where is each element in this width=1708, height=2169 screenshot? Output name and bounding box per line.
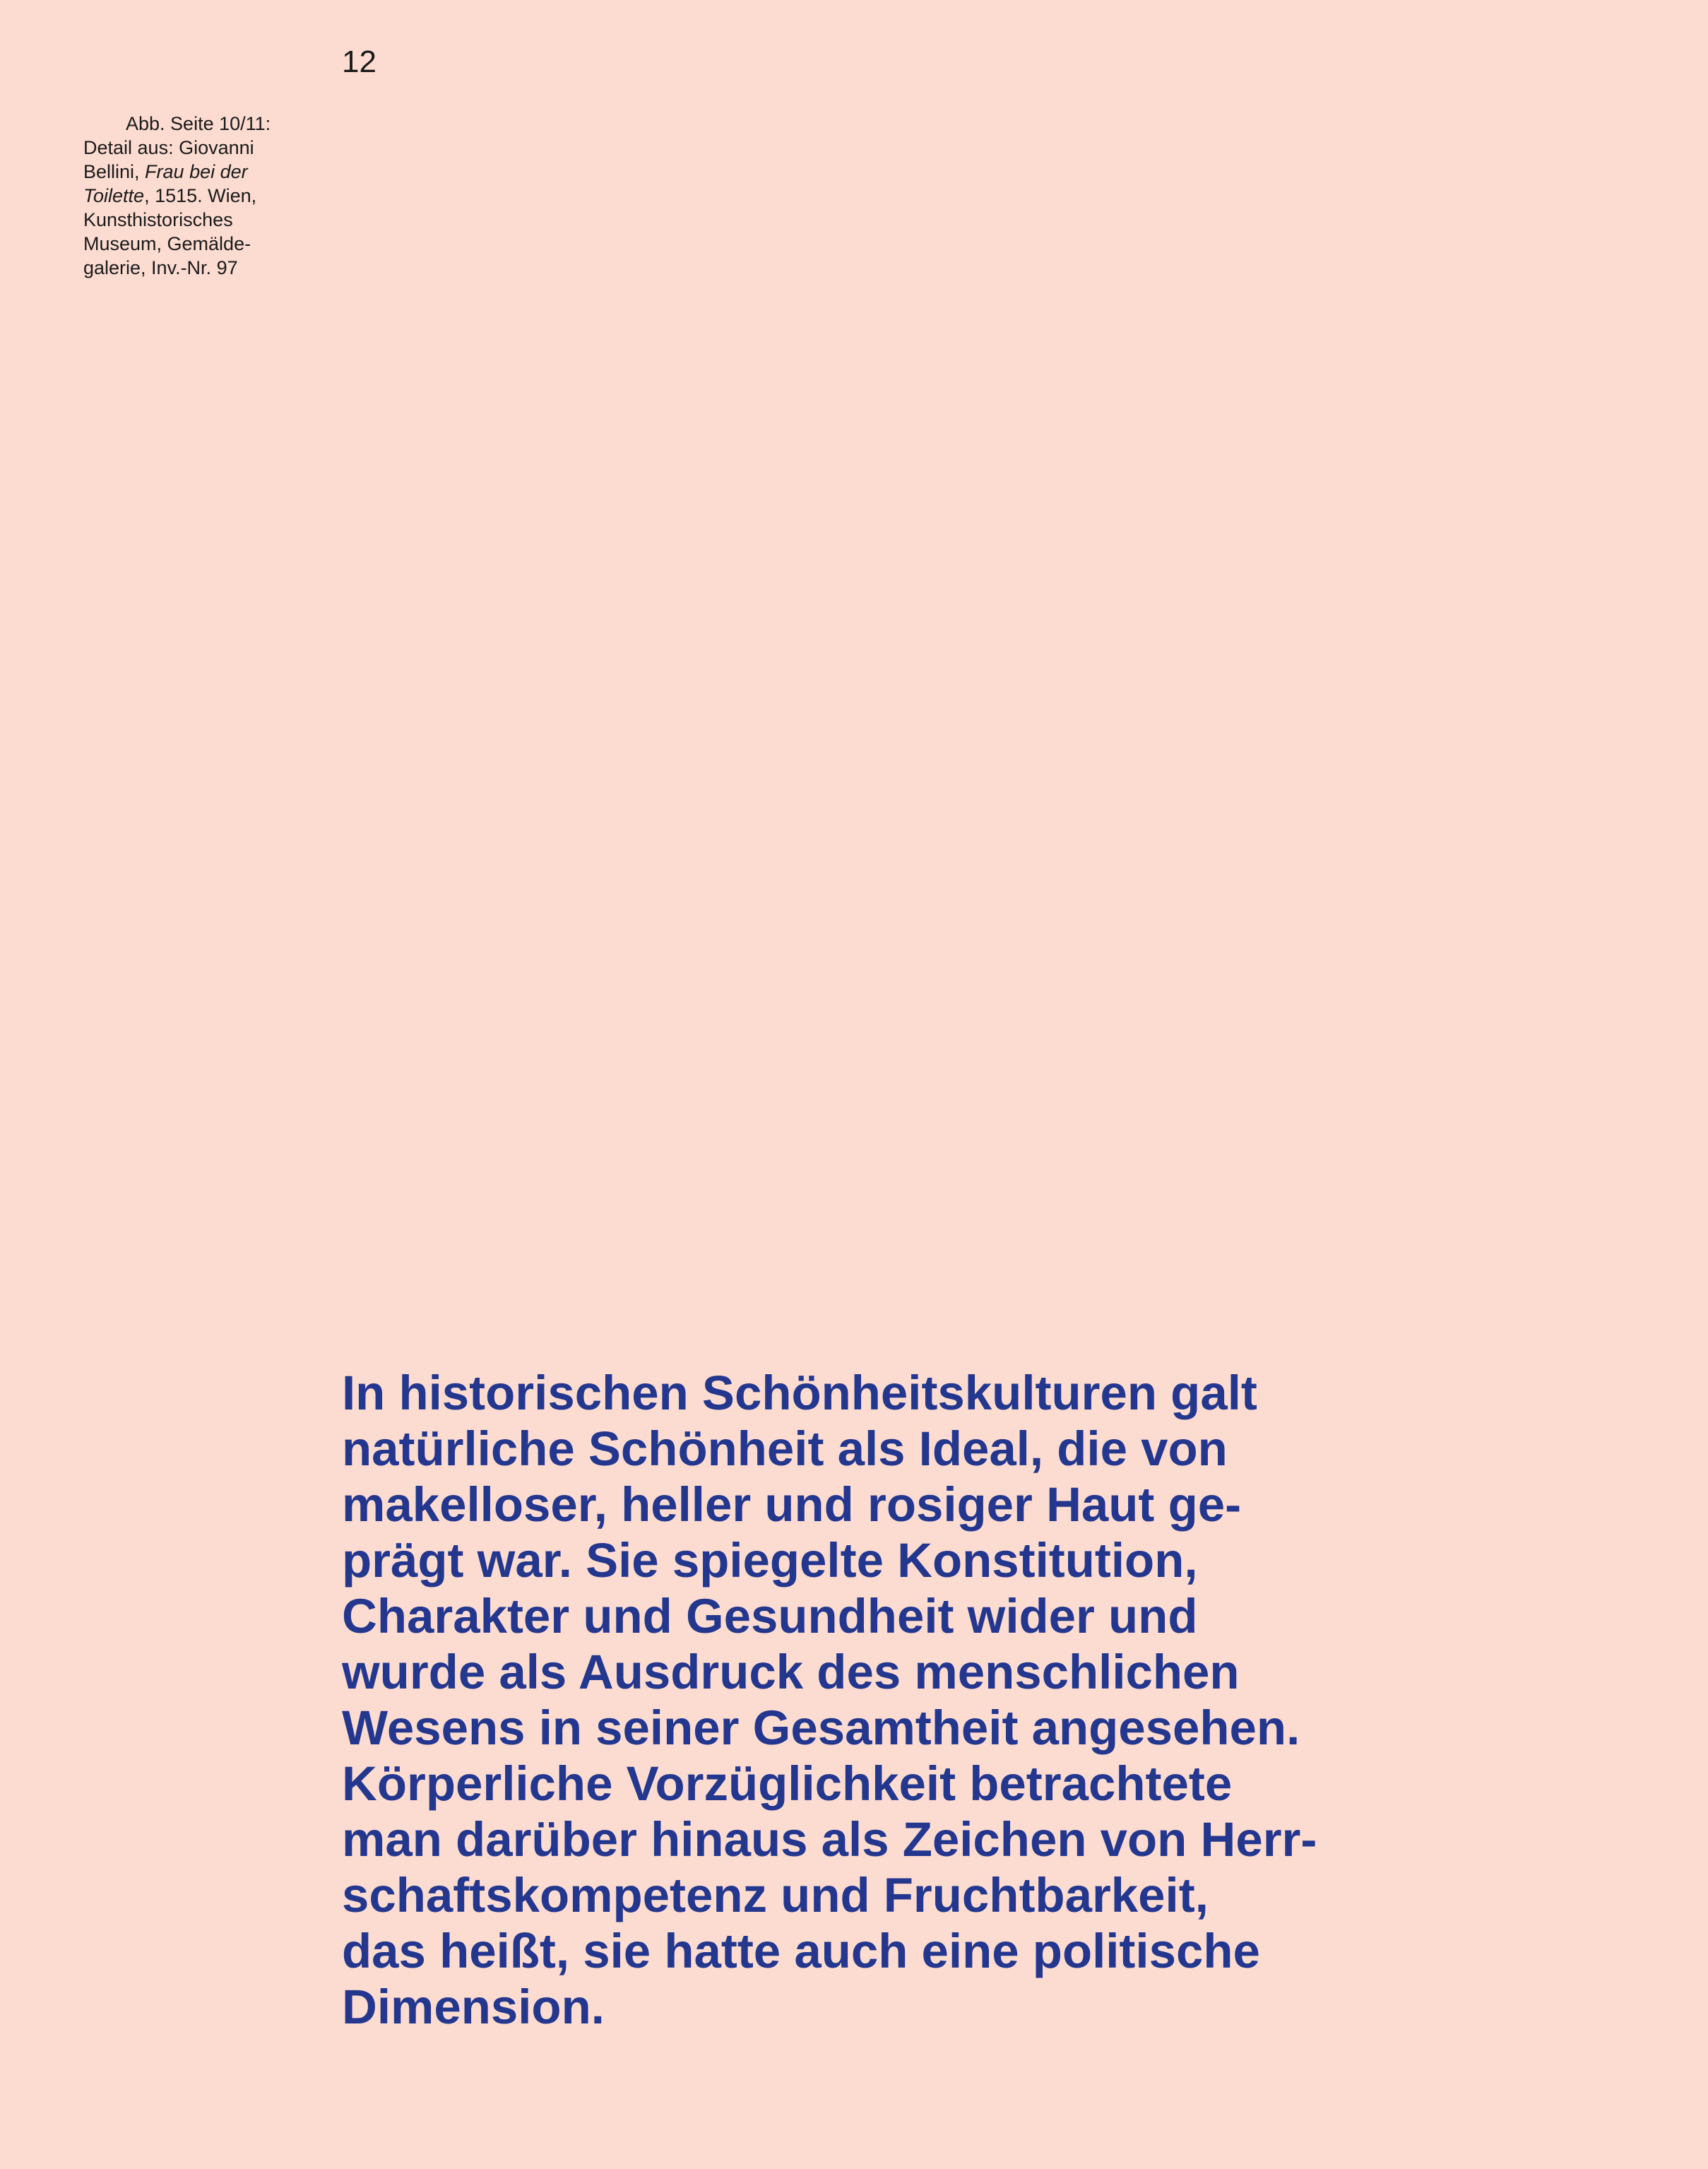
paragraph-line: schaftskompetenz und Fruchtbarkeit, bbox=[342, 1868, 1209, 1922]
paragraph-line: Körperliche Vorzüglichkeit betrachtete bbox=[342, 1756, 1233, 1811]
paragraph-line: Wesens in seiner Gesamtheit angesehen. bbox=[342, 1701, 1300, 1755]
paragraph-line: prägt war. Sie spiegelte Konstitution, bbox=[342, 1533, 1198, 1588]
caption-line: Abb. Seite 10/11: bbox=[126, 113, 271, 134]
caption-line: Kunsthistorisches bbox=[83, 209, 233, 230]
paragraph-line: wurde als Ausdruck des menschlichen bbox=[342, 1645, 1240, 1699]
caption-line: Museum, Gemälde- bbox=[83, 233, 251, 254]
paragraph-line: makelloser, heller und rosiger Haut ge- bbox=[342, 1477, 1242, 1532]
paragraph-line: In historischen Schönheitskulturen galt bbox=[342, 1366, 1257, 1420]
paragraph-line: natürliche Schönheit als Ideal, die von bbox=[342, 1422, 1228, 1476]
caption-text: Bellini, bbox=[83, 161, 146, 182]
page-number: 12 bbox=[342, 45, 376, 79]
caption-line: Detail aus: Giovanni bbox=[83, 137, 254, 158]
caption-artwork-title: Toilette bbox=[83, 185, 145, 206]
caption-artwork-title: Frau bei der bbox=[145, 161, 248, 182]
body-paragraph bbox=[342, 1365, 1444, 2035]
caption-line bbox=[83, 184, 309, 208]
caption-text: , 1515. Wien, bbox=[144, 185, 257, 206]
paragraph-line: das heißt, sie hatte auch eine politische bbox=[342, 1924, 1260, 1978]
paragraph-line: man darüber hinaus als Zeichen von Herr- bbox=[342, 1812, 1317, 1867]
caption-line bbox=[83, 160, 309, 184]
image-caption bbox=[83, 112, 309, 280]
caption-line: galerie, Inv.-Nr. 97 bbox=[83, 257, 238, 278]
paragraph-line: Dimension. bbox=[342, 1980, 605, 2034]
paragraph-line: Charakter und Gesundheit wider und bbox=[342, 1589, 1198, 1643]
